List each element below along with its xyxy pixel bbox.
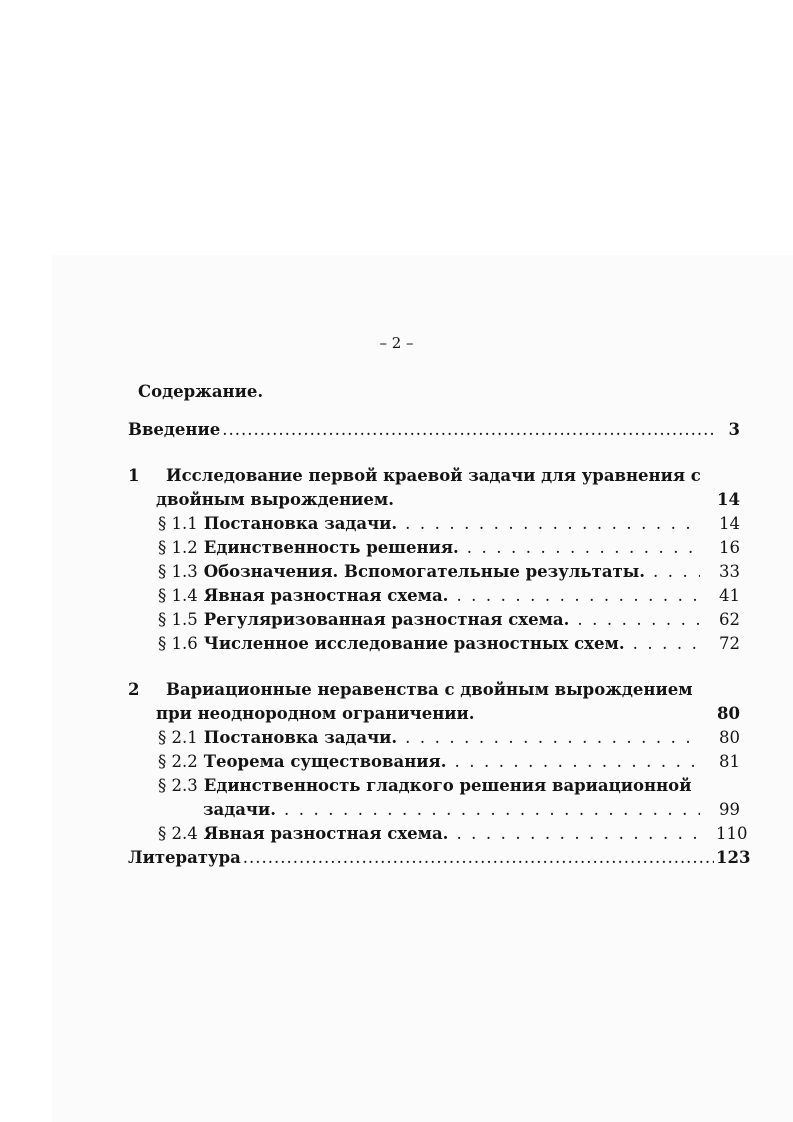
references-title: Литература	[128, 848, 241, 867]
toc-entry-section[interactable]	[128, 560, 740, 584]
chapter-2-heading[interactable]	[128, 678, 740, 702]
toc-entry-section[interactable]	[128, 584, 740, 608]
section-mark: § 2.2	[158, 752, 198, 771]
section-title-line2: задачи.	[203, 800, 276, 819]
chapter-1-page: 14	[717, 490, 740, 509]
toc-entry-section-continued[interactable]	[128, 798, 740, 822]
leader-dots	[633, 632, 700, 656]
page-number: – 2 –	[379, 334, 414, 352]
section-title: Явная разностная схема.	[203, 824, 449, 843]
references-page: 123	[716, 848, 751, 867]
section-page: 14	[719, 514, 740, 533]
section-title: Единственность решения.	[203, 538, 459, 557]
intro-title: Введение	[128, 420, 221, 439]
chapter-2-title-line1: Вариационные неравенства с двойным вырождением	[166, 680, 693, 699]
section-title: Обозначения. Вспомогательные результаты.	[203, 562, 646, 581]
section-title: Численное исследование разностных схем.	[203, 634, 625, 653]
chapter-1	[128, 464, 740, 656]
toc-entry-section[interactable]	[128, 774, 740, 798]
section-mark: § 1.1	[158, 514, 198, 533]
chapter-2-heading-line2[interactable]	[128, 702, 740, 726]
section-mark: § 2.1	[158, 728, 198, 747]
section-title: Постановка задачи.	[203, 514, 398, 533]
toc-entry-section[interactable]	[128, 726, 740, 750]
leader-dots	[456, 822, 700, 846]
toc-entry-intro[interactable]	[128, 418, 740, 442]
section-title: Постановка задачи.	[203, 728, 398, 747]
chapter-1-heading-line2[interactable]	[128, 488, 740, 512]
leader-dots	[405, 512, 700, 536]
chapter-2-page: 80	[717, 704, 740, 723]
section-page: 41	[719, 586, 740, 605]
section-mark: § 1.5	[158, 610, 198, 629]
chapter-1-heading[interactable]	[128, 464, 740, 488]
chapter-1-title-line1: Исследование первой краевой задачи для уравнения с	[166, 466, 701, 485]
chapter-2-number: 2	[128, 680, 140, 699]
section-title: Теорема существования.	[203, 752, 447, 771]
section-page: 72	[719, 634, 740, 653]
chapter-1-title-line2: двойным вырождением.	[156, 490, 394, 509]
section-title: Регуляризованная разностная схема.	[203, 610, 570, 629]
toc-entry-section[interactable]	[128, 512, 740, 536]
leader-dots	[577, 608, 700, 632]
leader-dots	[222, 418, 714, 442]
section-page: 16	[719, 538, 740, 557]
section-page: 99	[719, 800, 740, 819]
section-title: Явная разностная схема.	[203, 586, 449, 605]
leader-dots	[405, 726, 700, 750]
toc-entry-references[interactable]	[128, 846, 751, 870]
leader-dots	[243, 846, 714, 870]
section-mark: § 2.3	[158, 776, 198, 795]
leader-dots	[284, 798, 700, 822]
toc-entry-section[interactable]	[128, 822, 748, 846]
section-page: 62	[719, 610, 740, 629]
section-title-line1: Единственность гладкого решения вариационной	[203, 776, 692, 795]
leader-dots	[467, 536, 700, 560]
section-mark: § 1.3	[158, 562, 198, 581]
section-mark: § 1.2	[158, 538, 198, 557]
table-of-contents	[128, 380, 751, 870]
section-page: 110	[716, 824, 748, 843]
toc-entry-section[interactable]	[128, 632, 740, 656]
toc-title: Содержание.	[138, 382, 264, 401]
chapter-2-title-line2: при неоднородном ограничении.	[156, 704, 475, 723]
chapter-1-number: 1	[128, 466, 140, 485]
leader-dots	[454, 750, 700, 774]
section-page: 33	[719, 562, 740, 581]
section-page: 80	[719, 728, 740, 747]
chapter-2	[128, 678, 748, 846]
section-mark: § 1.4	[158, 586, 198, 605]
toc-entry-section[interactable]	[128, 608, 740, 632]
toc-entry-section[interactable]	[128, 536, 740, 560]
section-page: 81	[719, 752, 740, 771]
section-mark: § 1.6	[158, 634, 198, 653]
leader-dots	[456, 584, 700, 608]
intro-page: 3	[728, 420, 740, 439]
section-mark: § 2.4	[158, 824, 198, 843]
toc-entry-section[interactable]	[128, 750, 740, 774]
leader-dots	[653, 560, 700, 584]
